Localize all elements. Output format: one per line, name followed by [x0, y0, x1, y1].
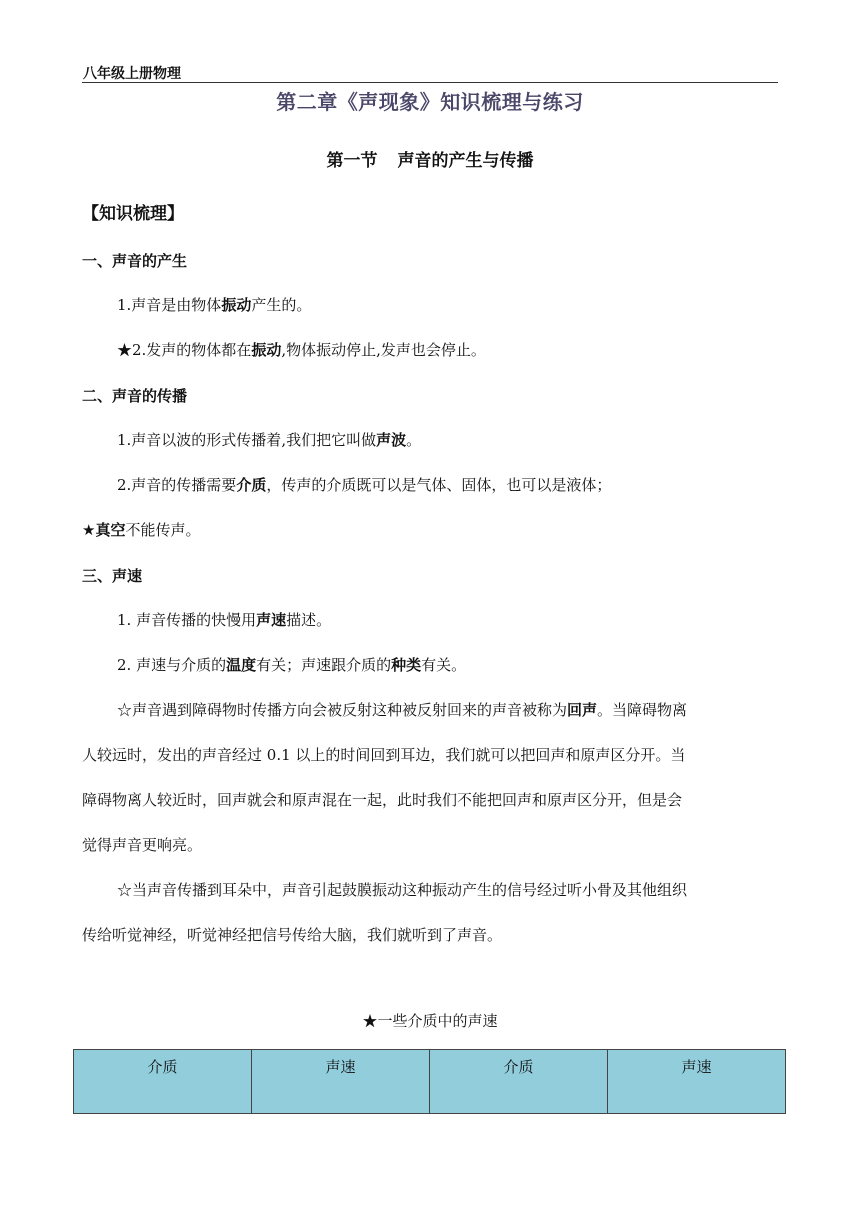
header-medium-2: 介质	[430, 1050, 608, 1114]
part2-heading: 二、声音的传播	[82, 387, 188, 405]
header-medium-1: 介质	[74, 1050, 252, 1114]
part1-heading: 一、声音的产生	[82, 252, 188, 270]
knowledge-heading: 【知识梳理】	[82, 204, 184, 224]
header-speed-2: 声速	[608, 1050, 786, 1114]
hearing-paragraph-line1: ☆当声音传播到耳朵中，声音引起鼓膜振动这种振动产生的信号经过听小骨及其他组织	[117, 881, 688, 899]
table-header-row	[74, 1050, 786, 1114]
section-title	[0, 146, 860, 171]
part2-item2: 2.声音的传播需要介质，传声的介质既可以是气体、固体，也可以是液体；	[117, 476, 612, 494]
header-divider	[82, 82, 778, 83]
section-number: 第一节	[326, 151, 378, 171]
part3-item1: 1. 声音传播的快慢用声速描述。	[117, 611, 332, 629]
echo-paragraph-line3: 障碍物离人较近时，回声就会和原声混在一起，此时我们不能把回声和原声区分开，但是会	[82, 791, 683, 809]
echo-paragraph-line1: ☆声音遇到障碍物时传播方向会被反射这种被反射回来的声音被称为回声。当障碍物离	[117, 701, 688, 719]
part3-heading: 三、声速	[82, 567, 143, 585]
sound-speed-table	[73, 1049, 786, 1114]
part3-item2: 2. 声速与介质的温度有关；声速跟介质的种类有关。	[117, 656, 467, 674]
echo-paragraph-line4: 觉得声音更响亮。	[82, 836, 203, 854]
part2-item1: 1.声音以波的形式传播着,我们把它叫做声波。	[117, 431, 422, 449]
part1-item1: 1.声音是由物体振动产生的。	[117, 296, 312, 314]
table-caption: ★一些介质中的声速	[362, 1012, 498, 1030]
echo-paragraph-line2: 人较远时，发出的声音经过 0.1 以上的时间回到耳边，我们就可以把回声和原声区分开。当	[82, 746, 686, 764]
part1-item2: ★2.发声的物体都在振动,物体振动停止,发声也会停止。	[117, 341, 486, 359]
hearing-paragraph-line2: 传给听觉神经，听觉神经把信号传给大脑，我们就听到了声音。	[82, 926, 503, 944]
chapter-title: 第二章《声现象》知识梳理与练习	[276, 90, 584, 114]
page-header-label: 八年级上册物理	[83, 66, 181, 82]
part2-item3: ★真空不能传声。	[82, 521, 201, 539]
header-speed-1: 声速	[252, 1050, 430, 1114]
section-name: 声音的产生与传播	[397, 151, 534, 171]
